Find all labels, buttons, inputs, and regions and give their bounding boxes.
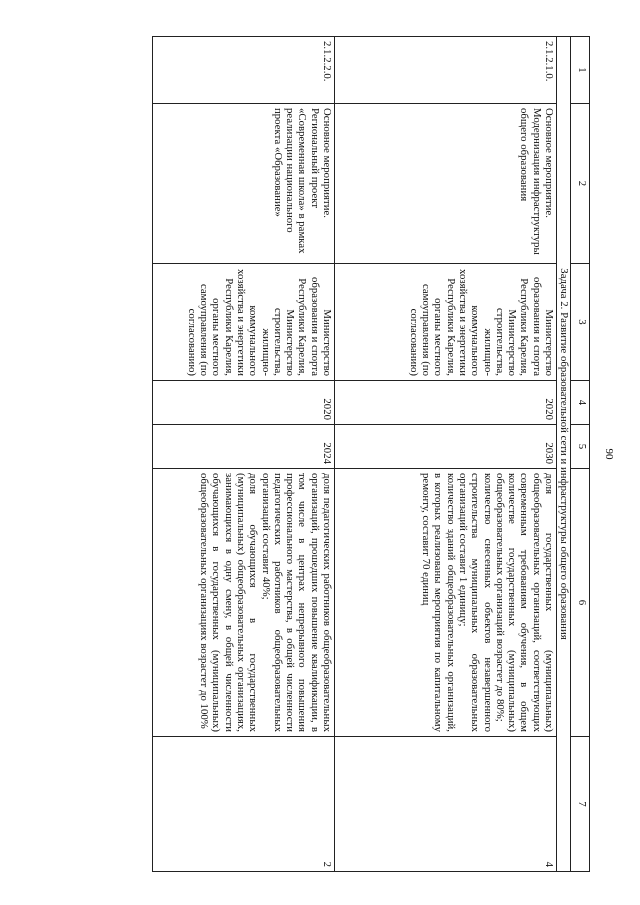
task-title: Задача 2. Развитие образовательной сети и инфраструктуры общего образования (557, 37, 571, 872)
column-number-2: 2 (571, 104, 590, 264)
result-item: количество снесенных объектов незавершенного строительства муниципальных образовательных организаций составит 1 единицу; (456, 473, 494, 732)
column-number-4: 4 (571, 381, 590, 425)
column-number-6: 6 (571, 469, 590, 737)
column-number-row (571, 37, 590, 872)
measure-number: 2.1.2.1.0. (335, 37, 557, 104)
column-number-5: 5 (571, 425, 590, 469)
related-indicator: 2 (153, 737, 335, 872)
table-row (335, 37, 557, 872)
rotated-table-container (43, 36, 590, 871)
column-number-1: 1 (571, 37, 590, 104)
measure-executors: Министерство образования и спорта Республики Карелия, Министерство строительства, жилищно-коммунального хозяйства и энергетики Республики Карелия, органы местного самоуправления (по согласованию) (335, 264, 557, 381)
measure-number: 2.1.2.2.0. (153, 37, 335, 104)
result-item: доля педагогических работников общеобразовательных организаций, прошедших повышение квалификации, в том числе в центрах непрерывного повышения профессионального мастерства, в общей численности педагогических работников общеобразовательных организаций составит 40%; (259, 473, 333, 732)
end-year: 2030 (335, 425, 557, 469)
end-year: 2024 (153, 425, 335, 469)
result-item: количество зданий общеобразовательных организаций, в которых реализованы мероприятия по капитальному ремонту, составит 70 единиц (420, 473, 457, 732)
task-row (557, 37, 571, 872)
related-indicator: 4 (335, 737, 557, 872)
column-number-3: 3 (571, 264, 590, 381)
start-year: 2020 (335, 381, 557, 425)
result-item: доля государственных (муниципальных) общеобразовательных организаций, соответствующих современным требованиям обучения, в общем количестве государственных (муниципальных) общеобразовательных организаций возрастет до 80%; (493, 473, 555, 732)
page-number: 90 (603, 448, 615, 460)
measures-table (152, 36, 590, 872)
expected-results (153, 469, 335, 737)
measure-name: Основное мероприятие. Модернизация инфраструктуры общего образования (335, 104, 557, 264)
table-row (153, 37, 335, 872)
result-item: доля обучающихся в государственных (муниципальных) общеобразовательных организациях, занимающихся в одну смену, в общей численности обучающихся в государственных (муниципальных) общеобразовательных организациях возрастет до 100% (198, 473, 260, 732)
measure-executors: Министерство образования и спорта Республики Карелия, Министерство строительства, жилищно-коммунального хозяйства и энергетики Республики Карелия, органы местного самоуправления (по согласованию) (153, 264, 335, 381)
column-number-7: 7 (571, 737, 590, 872)
expected-results (335, 469, 557, 737)
measure-name: Основное мероприятие. Региональный проект «Современная школа» в рамках реализации национального проекта «Образование» (153, 104, 335, 264)
start-year: 2020 (153, 381, 335, 425)
